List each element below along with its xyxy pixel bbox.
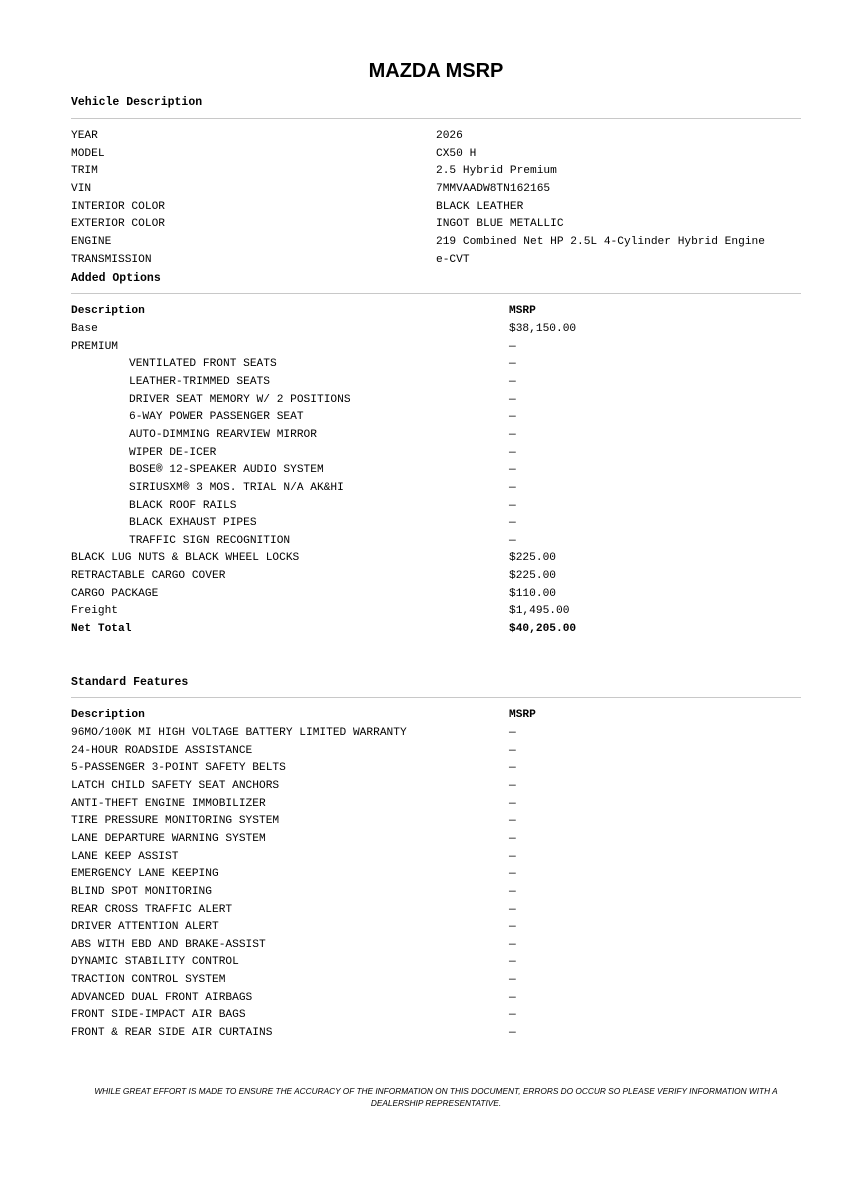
option-row-label: VENTILATED FRONT SEATS [129,358,277,371]
vehicle-spec-row [71,181,801,199]
vehicle-description-heading: Vehicle Description [71,96,203,109]
option-row [71,409,801,427]
vehicle-spec-row-value: 2.5 Hybrid Premium [436,165,557,178]
feature-row-label: 96MO/100K MI HIGH VOLTAGE BATTERY LIMITED WARRANTY [71,727,407,739]
option-row-label: 6-WAY POWER PASSENGER SEAT [129,411,304,424]
feature-row-label: FRONT SIDE-IMPACT AIR BAGS [71,1009,246,1022]
option-row-value: — [509,534,516,547]
feature-row [71,972,801,990]
feature-row-value: — [509,921,516,934]
feature-row [71,760,801,778]
feature-row [71,1007,801,1025]
vehicle-spec-row-value: 2026 [436,130,463,142]
option-row-label: RETRACTABLE CARGO COVER [71,570,226,583]
feature-row-value: — [509,744,516,757]
vehicle-spec-row [71,234,801,252]
page-title: MAZDA MSRP [368,60,504,82]
vehicle-spec-row [71,216,801,234]
feature-row-label: TRACTION CONTROL SYSTEM [71,974,226,987]
option-row-value: $110.00 [509,587,556,600]
vehicle-spec-row-value: INGOT BLUE METALLIC [436,218,564,231]
option-row-value: $38,150.00 [509,323,577,335]
feature-row-value: — [509,868,516,881]
option-row [71,480,801,498]
option-row-label: TRAFFIC SIGN RECOGNITION [129,534,291,547]
option-row [71,586,801,604]
feature-row-label: TIRE PRESSURE MONITORING SYSTEM [71,815,280,828]
vehicle-spec-row-label: YEAR [71,130,98,142]
column-header-msrp: MSRP [509,305,536,317]
option-row-value: — [509,393,516,406]
option-row [71,550,801,568]
option-row [71,533,801,551]
option-row-value: — [509,517,516,530]
feature-row [71,919,801,937]
vehicle-spec-row [71,252,801,270]
option-row [71,427,801,445]
disclaimer-text: WHILE GREAT EFFORT IS MADE TO ENSURE THE ACCURACY OF THE INFORMATION ON THIS DOCUMENT, ERRORS DO OCCUR SO PLEASE VERIFY INFORMATION WITH A DEALERSHIP REPRESENTATIVE. [94,1086,778,1108]
feature-row-value: — [509,832,516,845]
column-header-description: Description [71,305,145,317]
feature-row [71,902,801,920]
vehicle-spec-row-value: 219 Combined Net HP 2.5L 4-Cylinder Hybrid Engine [436,235,765,248]
feature-row [71,831,801,849]
feature-row-label: DRIVER ATTENTION ALERT [71,921,219,934]
feature-row-label: ABS WITH EBD AND BRAKE-ASSIST [71,938,266,951]
option-row [71,356,801,374]
feature-row-label: 5-PASSENGER 3-POINT SAFETY BELTS [71,762,286,775]
feature-row [71,796,801,814]
feature-row-label: BLIND SPOT MONITORING [71,885,212,898]
feature-row-label: REAR CROSS TRAFFIC ALERT [71,903,233,916]
feature-row-value: — [509,850,516,863]
option-row-value: $225.00 [509,552,556,565]
vehicle-spec-row-label: INTERIOR COLOR [71,200,165,213]
feature-row-label: 24-HOUR ROADSIDE ASSISTANCE [71,744,253,757]
vehicle-spec-row-value: BLACK LEATHER [436,200,524,213]
section-divider [71,118,801,119]
vehicle-spec-row [71,199,801,217]
vehicle-spec-row-label: ENGINE [71,235,112,248]
option-row-label: BLACK ROOF RAILS [129,499,237,512]
option-row-value: $225.00 [509,570,556,583]
standard-features-heading: Standard Features [71,676,189,689]
option-row-value: — [509,464,516,477]
option-row-value: — [509,481,516,494]
option-row [71,321,801,339]
net-total-label: Net Total [71,623,132,635]
option-row-value: — [509,358,516,371]
option-row-label: BLACK LUG NUTS & BLACK WHEEL LOCKS [71,552,300,565]
added-options-header-row [71,303,801,321]
feature-row-value: — [509,727,516,739]
feature-row [71,849,801,867]
option-row [71,515,801,533]
feature-row-label: LATCH CHILD SAFETY SEAT ANCHORS [71,779,280,792]
feature-row-value: — [509,903,516,916]
option-row-value: — [509,340,516,353]
feature-row [71,937,801,955]
option-row-value: $1,495.00 [509,605,570,618]
feature-row-value: — [509,991,516,1004]
feature-row-value: — [509,956,516,969]
option-row-value: — [509,428,516,441]
feature-row-label: LANE DEPARTURE WARNING SYSTEM [71,832,266,845]
option-row-value: — [509,446,516,459]
net-total-value: $40,205.00 [509,623,577,635]
option-row-label: BLACK EXHAUST PIPES [129,517,257,530]
added-options-heading: Added Options [71,272,161,285]
feature-row-value: — [509,1009,516,1022]
option-row [71,568,801,586]
option-row-label: WIPER DE-ICER [129,446,217,459]
vehicle-spec-row-value: CX50 H [436,147,477,160]
feature-row [71,954,801,972]
vehicle-spec-row-label: EXTERIOR COLOR [71,218,165,231]
option-row-value: — [509,499,516,512]
option-row [71,445,801,463]
option-row [71,374,801,392]
feature-row [71,813,801,831]
column-header-description: Description [71,709,145,721]
feature-row [71,884,801,902]
feature-row [71,743,801,761]
feature-row [71,1025,801,1043]
feature-row [71,725,801,743]
feature-row-value: — [509,762,516,775]
feature-row-label: ANTI-THEFT ENGINE IMMOBILIZER [71,797,266,810]
feature-row-value: — [509,938,516,951]
option-row-label: DRIVER SEAT MEMORY W/ 2 POSITIONS [129,393,351,406]
feature-row [71,866,801,884]
option-row-label: LEATHER-TRIMMED SEATS [129,375,270,388]
feature-row-value: — [509,1027,516,1040]
option-row [71,392,801,410]
option-row-value: — [509,375,516,388]
section-divider [71,293,801,294]
vehicle-spec-row [71,128,801,146]
feature-row-value: — [509,797,516,810]
column-header-msrp: MSRP [509,709,536,721]
vehicle-spec-row [71,163,801,181]
net-total-row [71,621,801,639]
standard-features-header-row [71,707,801,725]
option-row-label: SIRIUSXM® 3 MOS. TRIAL N/A AK&HI [129,481,344,494]
vehicle-spec-row [71,146,801,164]
vehicle-spec-row-label: TRANSMISSION [71,253,152,266]
option-row [71,498,801,516]
feature-row-value: — [509,885,516,898]
feature-row-value: — [509,779,516,792]
feature-row-label: ADVANCED DUAL FRONT AIRBAGS [71,991,253,1004]
feature-row-label: FRONT & REAR SIDE AIR CURTAINS [71,1027,273,1040]
feature-row-label: DYNAMIC STABILITY CONTROL [71,956,239,969]
section-divider [71,697,801,698]
option-row-label: CARGO PACKAGE [71,587,159,600]
option-row-label: Base [71,323,98,335]
option-row-value: — [509,411,516,424]
feature-row-value: — [509,815,516,828]
feature-row-value: — [509,974,516,987]
option-row-label: PREMIUM [71,340,118,353]
option-row-label: AUTO-DIMMING REARVIEW MIRROR [129,428,317,441]
option-row [71,339,801,357]
feature-row [71,778,801,796]
feature-row-label: LANE KEEP ASSIST [71,850,179,863]
option-row-label: BOSE® 12-SPEAKER AUDIO SYSTEM [129,464,324,477]
option-row [71,462,801,480]
vehicle-spec-row-label: VIN [71,182,92,195]
feature-row [71,990,801,1008]
vehicle-spec-row-label: TRIM [71,165,98,178]
vehicle-spec-row-value: 7MMVAADW8TN162165 [436,182,551,195]
feature-row-label: EMERGENCY LANE KEEPING [71,868,219,881]
option-row-label: Freight [71,605,118,618]
vehicle-spec-row-value: e-CVT [436,253,470,266]
option-row [71,603,801,621]
vehicle-spec-row-label: MODEL [71,147,105,160]
